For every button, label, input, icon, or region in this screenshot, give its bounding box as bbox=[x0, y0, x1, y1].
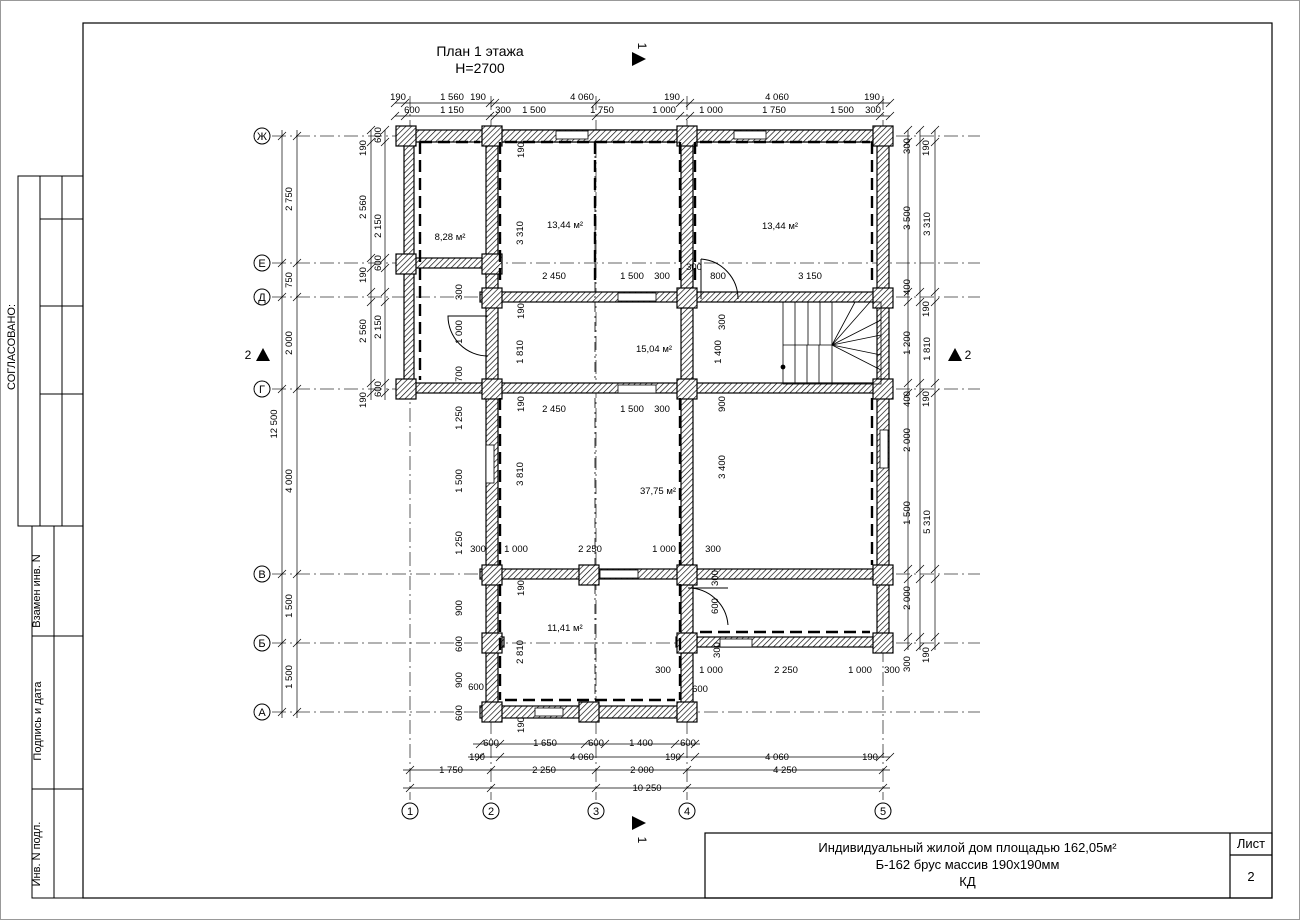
dimension-value: 1 750 bbox=[590, 105, 614, 116]
dimension-value: 600 bbox=[404, 105, 420, 116]
dimension-value: 300 bbox=[710, 570, 721, 586]
sign-date-label: Подпись и дата bbox=[32, 681, 44, 761]
dimension-value: 2 810 bbox=[515, 640, 526, 664]
dimension-value: 2 150 bbox=[373, 214, 384, 238]
inv-orig-label: Инв. N подл. bbox=[31, 821, 43, 887]
wall-post bbox=[396, 126, 416, 146]
dimension-value: 190 bbox=[921, 301, 932, 317]
section-mark-label: 2 bbox=[244, 348, 252, 362]
dimension-value: 1 500 bbox=[522, 105, 546, 116]
wall-post bbox=[677, 288, 697, 308]
dimension-value: 600 bbox=[692, 684, 708, 695]
dimension-value: 1 500 bbox=[284, 594, 295, 618]
dimension-value: 600 bbox=[454, 636, 465, 652]
room-area: 8,28 м² bbox=[434, 232, 466, 243]
dimension-value: 12 500 bbox=[269, 409, 280, 439]
dimension-value: 300 bbox=[654, 271, 670, 282]
axis-label-row: Д bbox=[258, 292, 266, 304]
wall-post bbox=[873, 379, 893, 399]
dimension-value: 1 250 bbox=[454, 406, 465, 430]
room-area: 11,41 м² bbox=[547, 623, 583, 634]
dimension-value: 300 bbox=[865, 105, 881, 116]
dimension-value: 3 310 bbox=[922, 212, 933, 236]
room-area: 15,04 м² bbox=[635, 344, 673, 355]
wall-post bbox=[873, 126, 893, 146]
approved-label: СОГЛАСОВАНО: bbox=[6, 303, 18, 390]
dimension-value: 4 060 bbox=[570, 92, 594, 103]
dimension-value: 2 250 bbox=[532, 765, 556, 776]
dimension-value: 300 bbox=[686, 262, 702, 273]
room-area: 13,44 м² bbox=[761, 221, 799, 232]
dimension-value: 190 bbox=[470, 92, 486, 103]
dimension-value: 2 150 bbox=[373, 315, 384, 339]
dimension-value: 190 bbox=[516, 717, 527, 733]
dimension-lines bbox=[278, 99, 939, 792]
dimension-value: 1 200 bbox=[902, 331, 913, 355]
dimension-value: 2 450 bbox=[542, 404, 566, 415]
dimension-value: 5 310 bbox=[922, 510, 933, 534]
room-area: 37,75 м² bbox=[639, 486, 677, 497]
axis-label-col: 5 bbox=[879, 806, 887, 818]
dimension-value: 1 500 bbox=[454, 469, 465, 493]
dimension-value: 1 000 bbox=[652, 105, 676, 116]
dimension-value: 300 bbox=[655, 665, 671, 676]
dimension-value: 1 500 bbox=[830, 105, 854, 116]
dimension-value: 900 bbox=[454, 672, 465, 688]
dimension-value: 600 bbox=[680, 738, 696, 749]
dimension-value: 1 000 bbox=[699, 665, 723, 676]
dimension-value: 2 000 bbox=[630, 765, 654, 776]
dimension-value: 2 000 bbox=[902, 428, 913, 452]
axis-label-row: Б bbox=[258, 638, 266, 650]
dimension-value: 190 bbox=[390, 92, 406, 103]
replace-inv-label: Взамен инв. N bbox=[31, 554, 43, 628]
wall-segment bbox=[676, 637, 888, 647]
wall-post bbox=[396, 254, 416, 274]
dimension-value: 1 250 bbox=[454, 531, 465, 555]
dimension-value: 2 750 bbox=[284, 187, 295, 211]
axis-grid bbox=[272, 96, 980, 800]
wall-post bbox=[579, 565, 599, 585]
dimension-value: 600 bbox=[373, 255, 384, 271]
dimension-value: 190 bbox=[921, 391, 932, 407]
dimension-value: 1 500 bbox=[620, 271, 644, 282]
dimension-value: 1 810 bbox=[922, 337, 933, 361]
wall-post bbox=[579, 702, 599, 722]
dimension-value: 900 bbox=[717, 396, 728, 412]
dimension-value: 2 560 bbox=[358, 319, 369, 343]
dimension-value: 600 bbox=[483, 738, 499, 749]
dimension-value: 3 810 bbox=[515, 462, 526, 486]
dimension-value: 1 150 bbox=[440, 105, 464, 116]
dimension-value: 190 bbox=[516, 142, 527, 158]
dimension-value: 190 bbox=[516, 580, 527, 596]
dimension-value: 190 bbox=[665, 752, 681, 763]
dimension-value: 190 bbox=[516, 303, 527, 319]
dimension-value: 600 bbox=[373, 381, 384, 397]
dimension-value: 400 bbox=[902, 391, 913, 407]
axis-label-col: 4 bbox=[683, 806, 691, 818]
dimension-value: 190 bbox=[862, 752, 878, 763]
dimension-value: 4 250 bbox=[773, 765, 797, 776]
dimension-value: 300 bbox=[712, 642, 723, 658]
dimension-value: 10 250 bbox=[632, 783, 662, 794]
dimension-value: 190 bbox=[358, 267, 369, 283]
dimension-value: 190 bbox=[516, 396, 527, 412]
dimension-value: 1 500 bbox=[284, 665, 295, 689]
wall-segment bbox=[486, 130, 498, 720]
dimension-value: 4 000 bbox=[284, 469, 295, 493]
dimension-value: 600 bbox=[373, 127, 384, 143]
wall-post bbox=[873, 565, 893, 585]
plan-height: H=2700 bbox=[455, 60, 505, 76]
axis-label-col: 1 bbox=[406, 806, 414, 818]
dimension-value: 2 560 bbox=[358, 195, 369, 219]
dimension-value: 1 650 bbox=[533, 738, 557, 749]
title-block bbox=[705, 833, 1272, 898]
dimension-value: 600 bbox=[468, 682, 484, 693]
dimension-value: 1 000 bbox=[454, 320, 465, 344]
section-mark-label: 1 bbox=[635, 42, 649, 50]
dimension-value: 300 bbox=[470, 544, 486, 555]
dimension-value: 300 bbox=[495, 105, 511, 116]
axis-label-row: В bbox=[258, 569, 266, 581]
dimension-value: 2 250 bbox=[774, 665, 798, 676]
dimension-value: 190 bbox=[921, 140, 932, 156]
wall-post bbox=[677, 379, 697, 399]
dimension-value: 750 bbox=[284, 272, 295, 288]
wall-post bbox=[482, 288, 502, 308]
axis-label-row: А bbox=[258, 707, 266, 719]
dimension-value: 3 310 bbox=[515, 221, 526, 245]
dimension-value: 1 400 bbox=[713, 340, 724, 364]
dimension-value: 400 bbox=[902, 279, 913, 295]
dimension-value: 3 400 bbox=[717, 455, 728, 479]
axis-label-row: Ж bbox=[256, 131, 268, 143]
dimension-value: 1 810 bbox=[515, 340, 526, 364]
axis-label-row: Е bbox=[258, 258, 266, 270]
dimension-value: 300 bbox=[705, 544, 721, 555]
axis-label-col: 2 bbox=[487, 806, 495, 818]
dimension-value: 2 450 bbox=[542, 271, 566, 282]
wall-post bbox=[482, 702, 502, 722]
section-mark-label: 1 bbox=[635, 836, 649, 844]
wall-post bbox=[482, 379, 502, 399]
annotation-text bbox=[245, 43, 972, 844]
wall-post bbox=[677, 702, 697, 722]
dimension-value: 1 400 bbox=[629, 738, 653, 749]
dimension-value: 300 bbox=[454, 284, 465, 300]
wall-post bbox=[873, 288, 893, 308]
dimension-value: 4 060 bbox=[765, 92, 789, 103]
dimension-value: 300 bbox=[654, 404, 670, 415]
dimension-value: 3 500 bbox=[902, 206, 913, 230]
dimension-value: 900 bbox=[454, 600, 465, 616]
dimension-value: 1 000 bbox=[652, 544, 676, 555]
dimension-value: 1 000 bbox=[848, 665, 872, 676]
dimension-value: 4 060 bbox=[765, 752, 789, 763]
sheet-number: 2 bbox=[1247, 869, 1255, 884]
dimension-value: 190 bbox=[921, 647, 932, 663]
dimension-value: 1 560 bbox=[440, 92, 464, 103]
dimension-value: 300 bbox=[902, 656, 913, 672]
dimension-value: 1 750 bbox=[762, 105, 786, 116]
dimension-value: 600 bbox=[588, 738, 604, 749]
project-stage: КД bbox=[959, 874, 976, 889]
dimension-value: 190 bbox=[358, 140, 369, 156]
axis-label-col: 3 bbox=[592, 806, 600, 818]
dimension-value: 800 bbox=[710, 271, 726, 282]
dimension-value: 1 500 bbox=[620, 404, 644, 415]
dimension-value: 300 bbox=[884, 665, 900, 676]
section-mark-label: 2 bbox=[964, 348, 972, 362]
dimension-value: 600 bbox=[710, 598, 721, 614]
dimension-value: 2 250 bbox=[578, 544, 602, 555]
wall-post bbox=[396, 379, 416, 399]
dimension-value: 600 bbox=[454, 705, 465, 721]
sheet-label: Лист bbox=[1236, 836, 1266, 851]
dimension-value: 3 150 bbox=[798, 271, 822, 282]
project-title: Индивидуальный жилой дом площадью 162,05м² bbox=[818, 840, 1117, 855]
dimension-value: 4 060 bbox=[570, 752, 594, 763]
dimension-value: 1 500 bbox=[902, 501, 913, 525]
project-subtitle: Б-162 брус массив 190х190мм bbox=[875, 857, 1060, 872]
dimension-value: 190 bbox=[469, 752, 485, 763]
plan-title-block bbox=[400, 43, 560, 77]
dimension-value: 2 000 bbox=[284, 331, 295, 355]
dimension-value: 700 bbox=[454, 366, 465, 382]
wall-segment bbox=[681, 130, 693, 720]
dimension-value: 2 000 bbox=[902, 586, 913, 610]
dimension-value: 190 bbox=[358, 392, 369, 408]
room-area: 13,44 м² bbox=[546, 220, 584, 231]
dimension-value: 190 bbox=[864, 92, 880, 103]
wall-post bbox=[677, 565, 697, 585]
wall-post bbox=[482, 565, 502, 585]
dimension-value: 1 000 bbox=[504, 544, 528, 555]
dimension-value: 300 bbox=[717, 314, 728, 330]
staircase bbox=[781, 302, 881, 384]
wall-post bbox=[873, 633, 893, 653]
dimension-value: 1 750 bbox=[439, 765, 463, 776]
plan-title: План 1 этажа bbox=[436, 43, 524, 59]
axis-label-row: Г bbox=[259, 384, 265, 396]
dimension-value: 300 bbox=[902, 138, 913, 154]
dimension-value: 190 bbox=[664, 92, 680, 103]
dimension-value: 1 000 bbox=[699, 105, 723, 116]
